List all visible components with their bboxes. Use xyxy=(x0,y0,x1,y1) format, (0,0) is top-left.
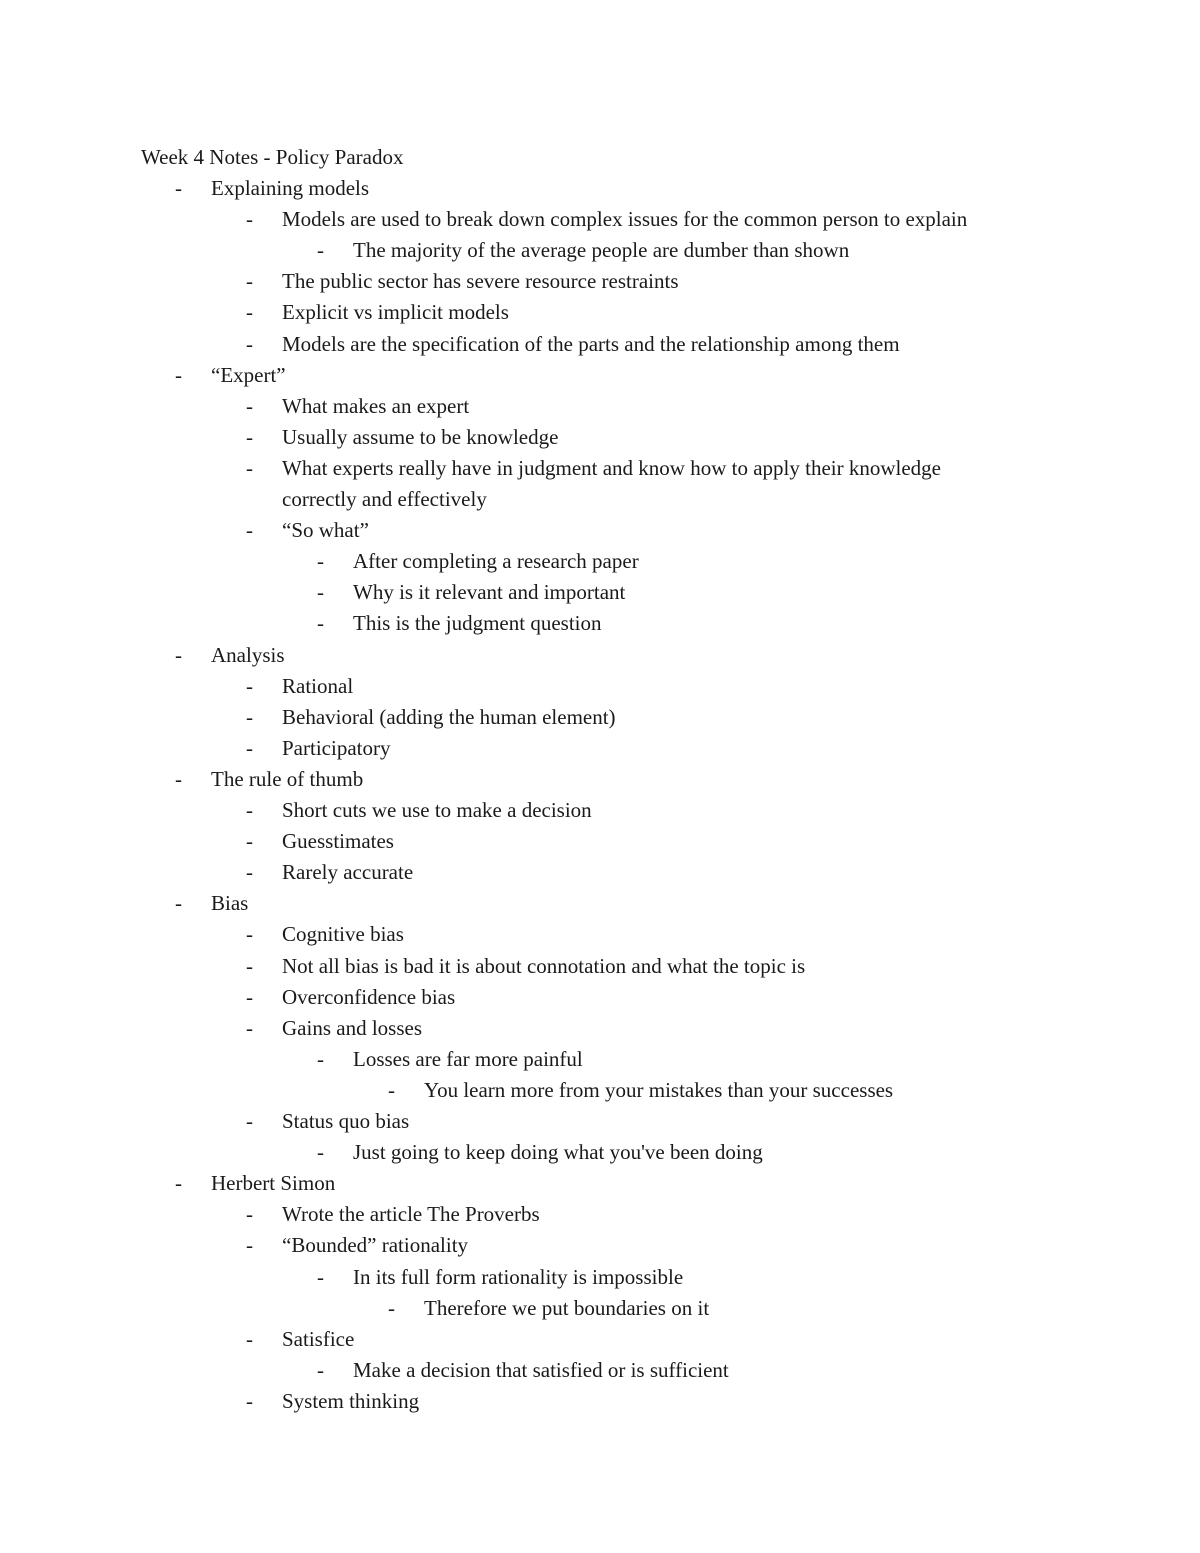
bullet-dash: - xyxy=(246,1202,253,1227)
list-item-text: This is the judgment question xyxy=(353,611,602,636)
bullet-dash: - xyxy=(246,300,253,325)
list-item-text: Models are the specification of the parts and the relationship among them xyxy=(282,331,900,356)
bullet-dash: - xyxy=(246,1109,253,1133)
bullet-dash: - xyxy=(246,798,253,822)
bullet-dash: - xyxy=(246,207,253,232)
bullet-dash: - xyxy=(246,1233,253,1258)
bullet-dash: - xyxy=(246,518,253,543)
bullet-dash: - xyxy=(246,953,253,978)
list-item-text: Rarely accurate xyxy=(282,860,414,885)
document-title: Week 4 Notes - Policy Paradox xyxy=(141,145,404,169)
list-item-text: Just going to keep doing what you've been doing xyxy=(353,1140,763,1165)
list-item-text: Behavioral (adding the human element) xyxy=(282,704,616,729)
list-item-text: Bias xyxy=(211,891,249,916)
list-item-text: Status quo bias xyxy=(282,1109,410,1133)
bullet-dash: - xyxy=(246,922,253,947)
bullet-dash: - xyxy=(175,1171,182,1196)
list-item-text: After completing a research paper xyxy=(353,549,639,574)
bullet-dash: - xyxy=(317,1140,324,1165)
bullet-dash: - xyxy=(317,549,324,574)
bullet-dash: - xyxy=(317,1046,324,1071)
list-item-text: Satisfice xyxy=(282,1326,355,1351)
list-item-text: Wrote the article The Proverbs xyxy=(282,1202,540,1227)
list-item-text: What makes an expert xyxy=(282,393,470,418)
list-item-text: “So what” xyxy=(282,518,369,543)
bullet-dash: - xyxy=(246,1326,253,1351)
list-item-text: Make a decision that satisfied or is sufficient xyxy=(353,1357,729,1382)
bullet-dash: - xyxy=(317,238,324,263)
list-item-text: The rule of thumb xyxy=(211,766,364,791)
list-item-text: Participatory xyxy=(282,735,391,760)
bullet-dash: - xyxy=(246,331,253,356)
list-item-text: Rational xyxy=(282,673,354,698)
list-item-text: Overconfidence bias xyxy=(282,984,456,1009)
list-item-text: Explicit vs implicit models xyxy=(282,300,509,325)
bullet-dash: - xyxy=(317,1264,324,1289)
list-item-text: In its full form rationality is impossible xyxy=(353,1264,684,1289)
bullet-dash: - xyxy=(317,611,324,636)
bullet-dash: - xyxy=(246,269,253,294)
list-item-text: Explaining models xyxy=(211,176,370,200)
bullet-dash: - xyxy=(175,766,182,791)
bullet-dash: - xyxy=(175,176,182,200)
list-item-text: The public sector has severe resource restraints xyxy=(282,269,679,294)
list-item-text: correctly and effectively xyxy=(282,487,487,511)
bullet-dash: - xyxy=(246,424,253,449)
list-item-text: Not all bias is bad it is about connotation and what the topic is xyxy=(282,953,806,978)
bullet-dash: - xyxy=(246,704,253,729)
list-item-text: “Bounded” rationality xyxy=(282,1233,469,1258)
bullet-dash: - xyxy=(388,1077,395,1102)
list-item-text: The majority of the average people are dumber than shown xyxy=(353,238,850,263)
bullet-dash: - xyxy=(317,580,324,605)
bullet-dash: - xyxy=(246,984,253,1009)
list-item-text: Herbert Simon xyxy=(211,1171,336,1196)
list-item-text: What experts really have in judgment and know how to apply their knowledge xyxy=(282,455,941,480)
bullet-dash: - xyxy=(175,362,182,387)
bullet-dash: - xyxy=(246,393,253,418)
list-item-text: Why is it relevant and important xyxy=(353,580,626,605)
bullet-dash: - xyxy=(246,860,253,885)
list-item-text: You learn more from your mistakes than your successes xyxy=(424,1077,894,1102)
list-item-text: System thinking xyxy=(282,1388,420,1413)
list-item-text: Analysis xyxy=(211,642,285,667)
bullet-dash: - xyxy=(246,455,253,480)
list-item-text: “Expert” xyxy=(211,362,286,387)
list-item-text: Cognitive bias xyxy=(282,922,404,947)
bullet-dash: - xyxy=(175,642,182,667)
bullet-dash: - xyxy=(246,1015,253,1040)
list-item-text: Usually assume to be knowledge xyxy=(282,424,559,449)
list-item-text: Short cuts we use to make a decision xyxy=(282,798,592,822)
bullet-dash: - xyxy=(175,891,182,916)
list-item-text: Guesstimates xyxy=(282,829,394,854)
bullet-dash: - xyxy=(388,1295,395,1320)
list-item-text: Models are used to break down complex issues for the common person to explain xyxy=(282,207,968,232)
bullet-dash: - xyxy=(246,673,253,698)
bullet-dash: - xyxy=(246,1388,253,1413)
bullet-dash: - xyxy=(317,1357,324,1382)
bullet-dash: - xyxy=(246,829,253,854)
list-item-text: Gains and losses xyxy=(282,1015,422,1040)
list-item-text: Therefore we put boundaries on it xyxy=(424,1295,710,1320)
bullet-dash: - xyxy=(246,735,253,760)
list-item-text: Losses are far more painful xyxy=(353,1046,583,1071)
